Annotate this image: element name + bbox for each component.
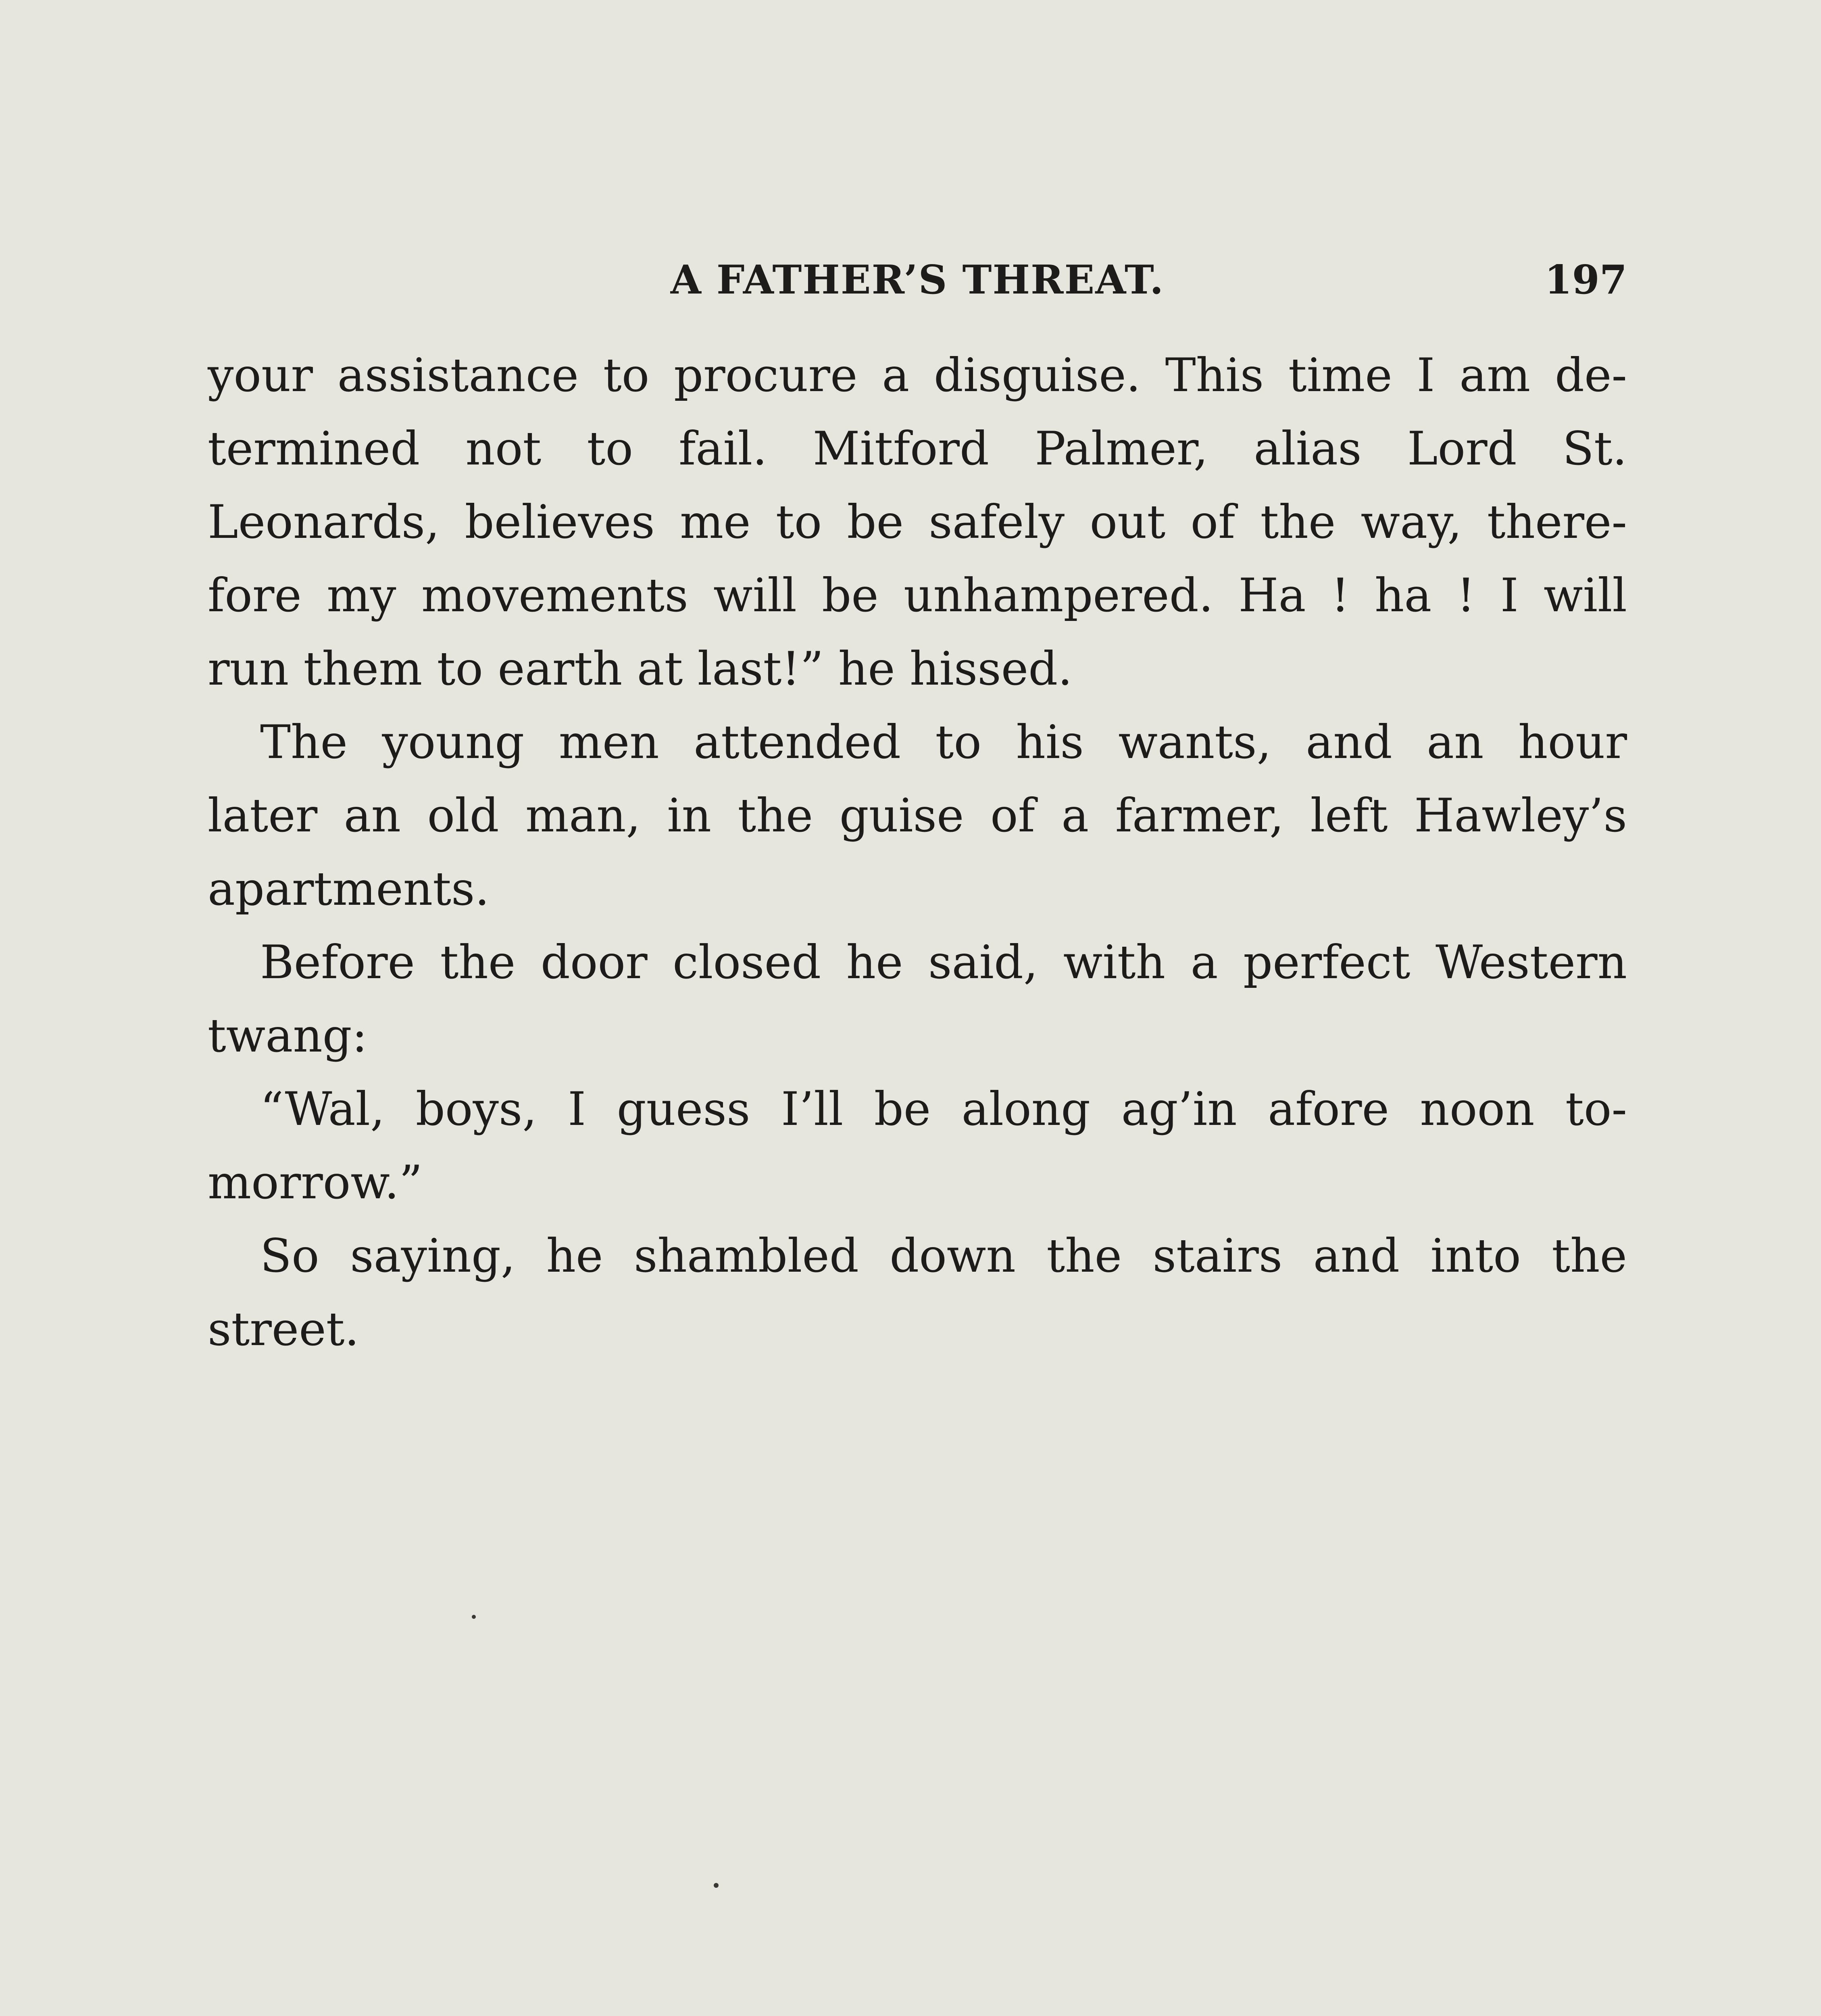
text-line: So saying, he shambled down the stairs and into the (260, 1229, 1627, 1283)
text-line: Before the door closed he said, with a perfect Western (260, 935, 1627, 989)
running-head (208, 250, 1627, 310)
text-line: morrow.” (208, 1156, 423, 1209)
text-line: run them to earth at last!” he hissed. (208, 642, 1073, 696)
paragraph-1 (208, 339, 1627, 706)
page-number: 197 (1544, 257, 1627, 303)
text-line: Leonards, believes me to be safely out of the way, there- (208, 495, 1627, 549)
text-line: The young men attended to his wants, and an hour (260, 715, 1627, 769)
ink-speck (472, 1615, 476, 1619)
paragraph-4 (208, 1073, 1627, 1219)
text-line: street. (208, 1302, 359, 1356)
text-line: twang: (208, 1009, 368, 1062)
text-line: termined not to fail. Mitford Palmer, alias Lord St. (208, 422, 1627, 475)
ink-speck (714, 1883, 719, 1888)
text-line: fore my movements will be unhampered. Ha ! ha ! I will (208, 569, 1627, 622)
chapter-title: A FATHER’S THREAT. (670, 257, 1165, 303)
text-line: later an old man, in the guise of a farmer, left Hawley’s (208, 789, 1627, 842)
text-line: apartments. (208, 862, 490, 916)
text-line: your assistance to procure a disguise. This time I am de- (208, 348, 1627, 402)
text-line: “Wal, boys, I guess I’ll be along ag’in afore noon to- (260, 1082, 1627, 1136)
body-text (208, 339, 1627, 1366)
paragraph-3 (208, 926, 1627, 1073)
paragraph-2 (208, 706, 1627, 926)
paragraph-5 (208, 1219, 1627, 1366)
